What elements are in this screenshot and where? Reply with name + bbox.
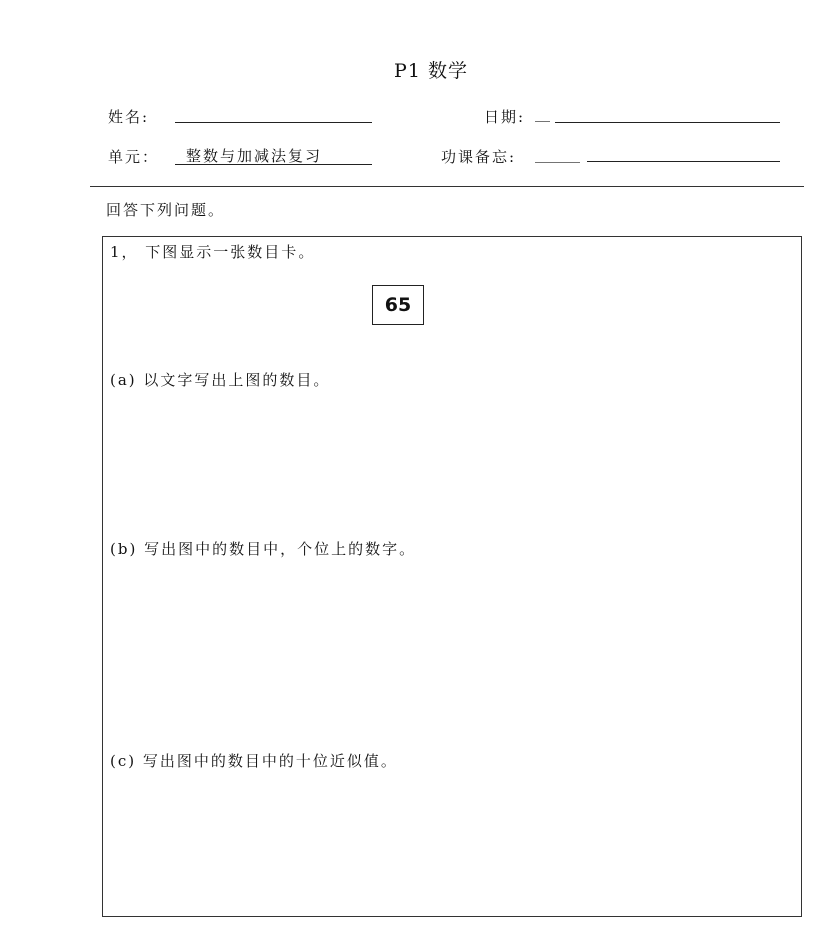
worksheet-title: P1 数学 <box>394 60 468 82</box>
homework-value: ______ <box>535 145 580 163</box>
homework-line <box>587 161 780 162</box>
name-label: 姓名: <box>108 108 150 126</box>
question-part-a: (a) 以文字写出上图的数目。 <box>110 371 331 389</box>
number-card-value: 65 <box>384 294 412 316</box>
homework-label: 功课备忘: <box>441 148 517 166</box>
date-label: 日期: <box>484 108 526 126</box>
question-part-c: (c) 写出图中的数目中的十位近似值。 <box>110 752 398 770</box>
date-line <box>555 122 780 123</box>
number-card <box>372 285 424 325</box>
question-part-b: (b) 写出图中的数目中，个位上的数字。 <box>110 540 417 558</box>
name-line <box>175 122 372 123</box>
question-1-intro: 1， 下图显示一张数目卡。 <box>110 243 316 261</box>
unit-label: 单元： <box>108 148 160 166</box>
question-box <box>102 236 802 917</box>
date-value: __ <box>535 104 550 122</box>
unit-value: 整数与加减法复习 <box>186 147 323 165</box>
unit-line <box>175 164 372 165</box>
header-divider <box>90 186 804 187</box>
instruction-text: 回答下列问题。 <box>106 201 226 219</box>
